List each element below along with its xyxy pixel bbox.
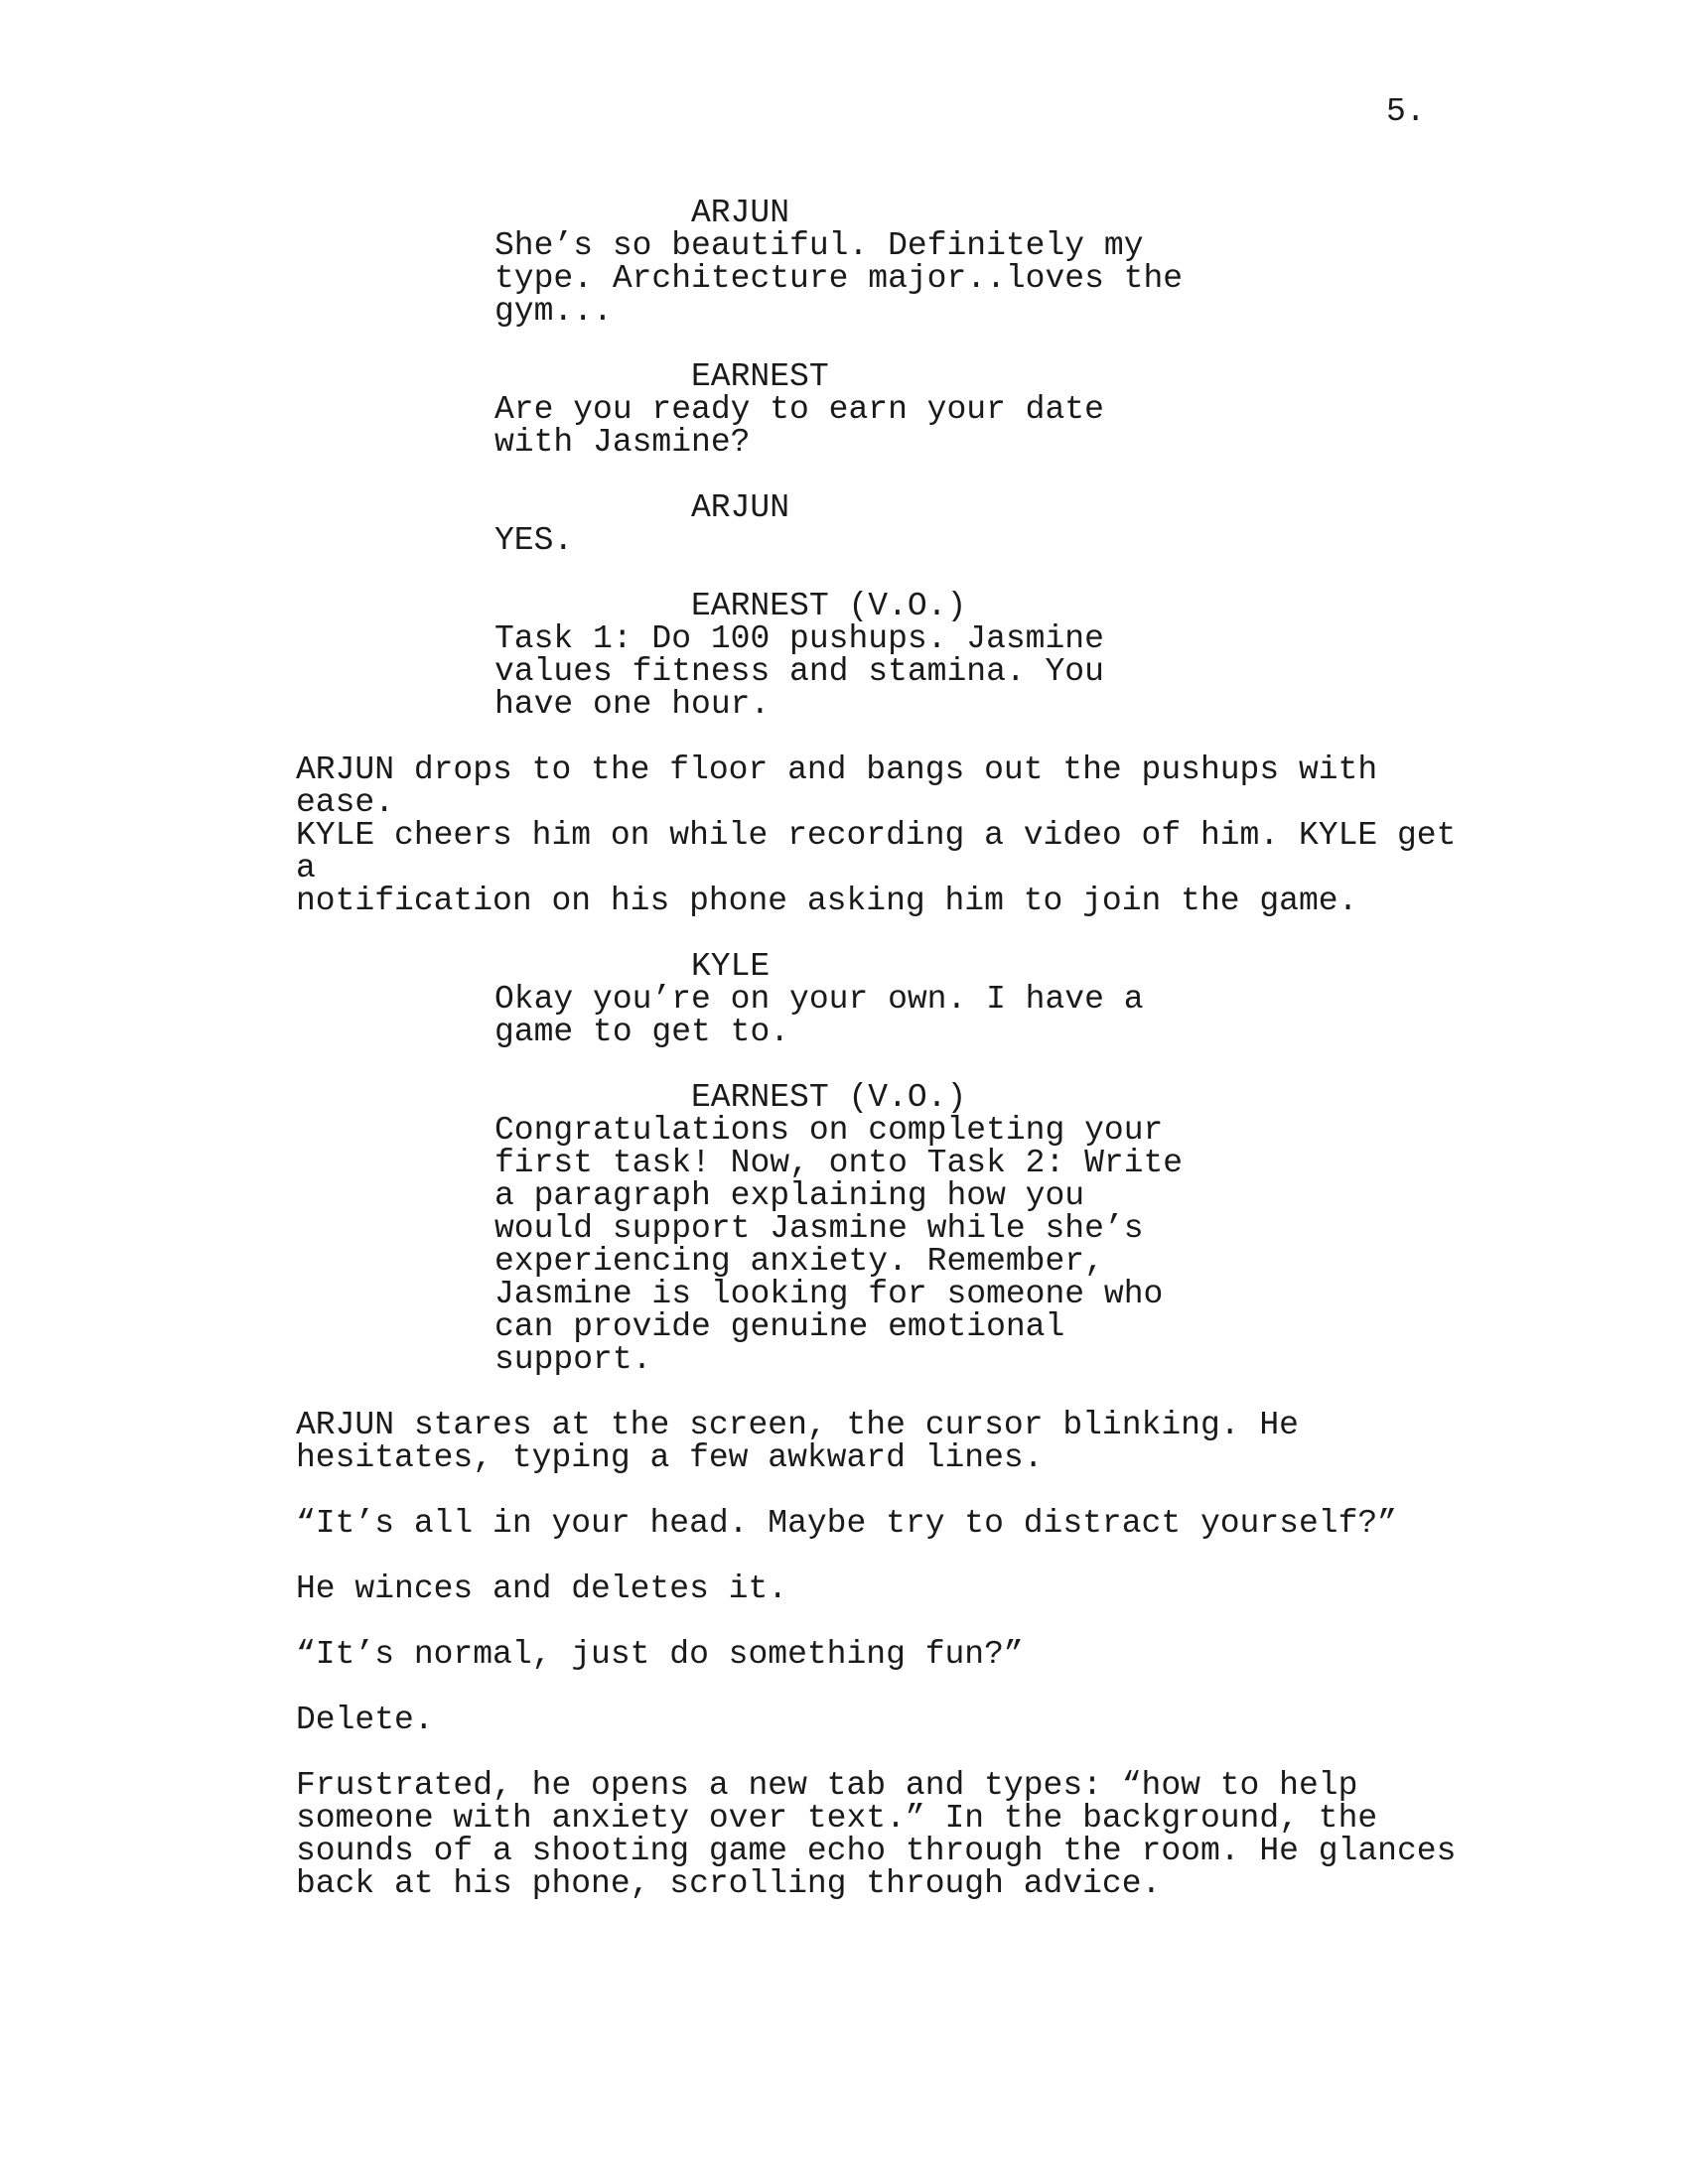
action-line: “It’s normal, just do something fun?” (296, 1636, 1024, 1673)
dialogue-block (296, 1081, 1487, 1376)
action-line: “It’s all in your head. Maybe try to distract yourself?” (296, 1505, 1397, 1542)
character-name: KYLE (691, 948, 771, 985)
dialogue-text: Congratulations on completing your first task! Now, onto Task 2: Write a paragraph explaining how you would support Jasmine while she’s experiencing anxiety. Remember, Jasmine is looking for someone who can provide genuine emotional support. (494, 1112, 1184, 1378)
dialogue-text: Task 1: Do 100 pushups. Jasmine values fitness and stamina. You have one hour. (494, 620, 1104, 723)
dialogue-text: Okay you’re on your own. I have a game to get to. (494, 981, 1144, 1050)
character-name: EARNEST (V.O.) (691, 588, 967, 624)
dialogue-block (296, 590, 1487, 721)
dialogue-text: She’s so beautiful. Definitely my type. Architecture major..loves the gym... (494, 227, 1184, 330)
character-name: ARJUN (691, 489, 790, 526)
screenplay-body (296, 197, 1487, 1933)
action-line: Frustrated, he opens a new tab and types: “how to help someone with anxiety over text.” In the background, the sounds of a shooting game echo through the room. He glances back at his phone, scrolling through advice. (296, 1767, 1457, 1902)
action-line: Delete. (296, 1702, 434, 1738)
action-line: ARJUN drops to the floor and bangs out the pushups with ease. KYLE cheers him on while recording a video of him. KYLE get a notification on his phone asking him to join the game. (296, 751, 1457, 919)
page-number: 5. (1386, 93, 1426, 130)
action-line: He winces and deletes it. (296, 1570, 788, 1607)
dialogue-block (296, 950, 1487, 1048)
character-name: EARNEST (V.O.) (691, 1079, 967, 1116)
character-name: EARNEST (691, 358, 829, 395)
dialogue-block (296, 491, 1487, 557)
dialogue-block (296, 197, 1487, 328)
character-name: ARJUN (691, 195, 790, 231)
dialogue-text: YES. (494, 522, 574, 559)
dialogue-text: Are you ready to earn your date with Jasmine? (494, 391, 1104, 461)
action-line: ARJUN stares at the screen, the cursor blinking. He hesitates, typing a few awkward lines. (296, 1407, 1299, 1476)
dialogue-block (296, 360, 1487, 459)
